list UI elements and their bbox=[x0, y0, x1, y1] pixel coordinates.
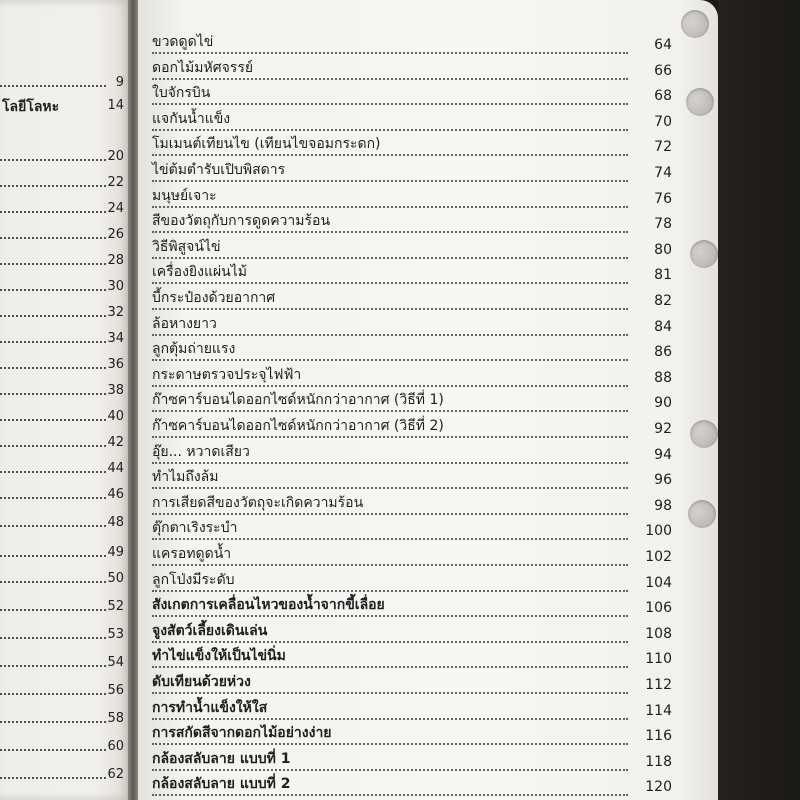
left-page-number: 42 bbox=[107, 435, 124, 450]
left-page-number: 56 bbox=[107, 683, 124, 698]
dot-leader bbox=[0, 525, 106, 527]
toc-entry-title: การทำน้ำแข็งให้ใส bbox=[152, 699, 268, 716]
toc-entry bbox=[152, 288, 672, 312]
toc-entry-page: 106 bbox=[645, 600, 672, 617]
toc-entry-title: ไข่ต้มตำรับเปิบพิสดาร bbox=[152, 162, 286, 178]
left-page-number: 28 bbox=[107, 253, 124, 268]
toc-entry bbox=[152, 83, 672, 107]
left-page-row bbox=[0, 378, 132, 400]
toc-entry bbox=[152, 262, 672, 286]
dot-leader bbox=[152, 52, 628, 54]
toc-entry-title: เครื่องยิงแผ่นไม้ bbox=[152, 264, 248, 281]
dot-leader bbox=[0, 289, 106, 291]
toc-entry bbox=[152, 339, 672, 363]
left-page-row bbox=[0, 196, 132, 218]
dot-leader bbox=[0, 609, 106, 611]
toc-entry bbox=[152, 467, 672, 491]
left-page-row bbox=[0, 222, 132, 244]
left-page-row bbox=[0, 93, 132, 115]
toc-entry bbox=[152, 186, 672, 210]
left-page-number: 24 bbox=[107, 201, 124, 216]
left-page-number: 36 bbox=[107, 357, 124, 372]
dot-leader bbox=[0, 237, 106, 239]
dot-leader bbox=[0, 367, 106, 369]
toc-entry-page: 102 bbox=[645, 549, 672, 565]
left-page-row bbox=[0, 510, 132, 532]
toc-entry-title: การเสียดสีของวัตถุจะเกิดความร้อน bbox=[152, 494, 364, 511]
left-page-heading: โลยีโลหะ bbox=[2, 99, 60, 115]
toc-entry-page: 114 bbox=[645, 702, 672, 719]
toc-entry-page: 76 bbox=[654, 190, 672, 207]
left-page-row bbox=[0, 456, 132, 478]
dot-leader bbox=[152, 103, 628, 105]
toc-entry-title: ทำไข่แข็งให้เป็นไข่นิ่ม bbox=[152, 648, 286, 665]
toc-entry-page: 81 bbox=[654, 267, 672, 284]
toc-entry bbox=[152, 211, 672, 235]
left-page-number: 26 bbox=[107, 227, 124, 242]
left-page-number: 22 bbox=[107, 175, 124, 190]
toc-entry-title: ดับเทียนด้วยห่วง bbox=[152, 674, 251, 690]
dot-leader bbox=[0, 497, 106, 499]
toc-entry-page: 94 bbox=[654, 446, 672, 463]
left-page-number: 34 bbox=[107, 331, 124, 346]
left-page-row bbox=[0, 594, 132, 616]
toc-entry bbox=[152, 595, 672, 619]
toc-entry-page: 92 bbox=[654, 421, 672, 437]
left-page-row bbox=[0, 248, 132, 270]
desk-background bbox=[718, 0, 800, 800]
toc-entry bbox=[152, 109, 672, 133]
toc-entry-page: 82 bbox=[654, 293, 672, 309]
dot-leader bbox=[152, 334, 628, 336]
left-page-row bbox=[0, 566, 132, 588]
toc-entry bbox=[152, 134, 672, 158]
left-page-row bbox=[0, 274, 132, 296]
toc-entry-title: จูงสัตว์เลี้ยงเดินเล่น bbox=[152, 622, 268, 639]
toc-entry-title: มนุษย์เจาะ bbox=[152, 187, 217, 204]
toc-entry-page: 108 bbox=[645, 625, 672, 642]
left-page-number: 44 bbox=[107, 461, 124, 476]
dot-leader bbox=[0, 341, 106, 343]
left-page-row bbox=[0, 70, 132, 92]
left-page-number: 50 bbox=[107, 571, 124, 586]
toc-entry-page: 118 bbox=[645, 753, 672, 770]
toc-entry-page: 86 bbox=[654, 344, 672, 361]
right-page bbox=[138, 0, 718, 800]
dot-leader bbox=[152, 206, 628, 208]
toc-entry bbox=[152, 723, 672, 747]
toc-entry bbox=[152, 774, 672, 798]
left-page-row bbox=[0, 352, 132, 374]
toc-entry-page: 112 bbox=[645, 677, 672, 693]
toc-entry-page: 116 bbox=[645, 728, 672, 745]
toc-entry bbox=[152, 544, 672, 568]
left-page-number: 48 bbox=[107, 515, 124, 530]
toc-entry-title: อุ๊ย... หวาดเสียว bbox=[152, 443, 250, 460]
left-page-row bbox=[0, 540, 132, 562]
dot-leader bbox=[0, 315, 106, 317]
toc-entry-page: 120 bbox=[645, 779, 672, 796]
toc-entry bbox=[152, 570, 672, 594]
left-page-number: 54 bbox=[107, 655, 124, 670]
toc-entry-title: ดอกไม้มหัศจรรย์ bbox=[152, 59, 254, 76]
toc-entry-page: 100 bbox=[645, 523, 672, 540]
left-page-row bbox=[0, 482, 132, 504]
dot-leader bbox=[0, 665, 106, 667]
left-page-row bbox=[0, 678, 132, 700]
page-edge-shadow bbox=[678, 0, 718, 800]
toc-entry-page: 88 bbox=[654, 369, 672, 386]
toc-entry-title: ใบจักรบิน bbox=[152, 85, 211, 102]
toc-entry-title: แครอทดูดน้ำ bbox=[152, 546, 232, 562]
dot-leader bbox=[0, 393, 106, 395]
left-page-row bbox=[0, 706, 132, 728]
toc-entry-title: ลูกโป่งมีระดับ bbox=[152, 571, 235, 588]
left-page-row bbox=[0, 144, 132, 166]
left-page-row bbox=[0, 170, 132, 192]
toc-entry-title: บี้กระป๋องด้วยอากาศ bbox=[152, 290, 276, 306]
toc-entry-page: 84 bbox=[654, 318, 672, 335]
toc-entry bbox=[152, 698, 672, 722]
toc-entry-title: แจกันน้ำแข็ง bbox=[152, 110, 231, 127]
left-page-number: 14 bbox=[107, 98, 124, 113]
dot-leader bbox=[0, 721, 106, 723]
dot-leader bbox=[0, 555, 106, 557]
left-page-number: 62 bbox=[107, 767, 124, 782]
toc-entry bbox=[152, 518, 672, 542]
left-page-number: 60 bbox=[107, 739, 124, 754]
left-page-number: 40 bbox=[107, 409, 124, 424]
left-page bbox=[0, 0, 132, 800]
left-page-row bbox=[0, 622, 132, 644]
toc-entry-title: กล้องสลับลาย แบบที่ 2 bbox=[152, 776, 291, 793]
toc-entry-page: 74 bbox=[654, 165, 672, 181]
dot-leader bbox=[152, 257, 628, 259]
toc-entry bbox=[152, 58, 672, 82]
toc-entry bbox=[152, 314, 672, 338]
toc-entry bbox=[152, 493, 672, 517]
toc-entry-page: 98 bbox=[654, 497, 672, 514]
dot-leader bbox=[0, 471, 106, 473]
left-page-number: 53 bbox=[107, 627, 124, 642]
toc-entry bbox=[152, 365, 672, 389]
left-page-row bbox=[0, 300, 132, 322]
left-page-number: 20 bbox=[107, 149, 124, 164]
toc-entry-page: 104 bbox=[645, 574, 672, 591]
toc-entry-title: สังเกตการเคลื่อนไหวของน้ำจากขี้เลื่อย bbox=[152, 597, 385, 614]
toc-entry-title: ตุ๊กตาเริงระบำ bbox=[152, 520, 238, 537]
toc-entry-title: ก๊าซคาร์บอนไดออกไซด์หนักกว่าอากาศ (วิธีที่ 1) bbox=[152, 392, 444, 409]
dot-leader bbox=[0, 445, 106, 447]
dot-leader bbox=[0, 185, 106, 187]
toc-entry-title: กระดาษตรวจประจุไฟฟ้า bbox=[152, 366, 302, 383]
dot-leader bbox=[0, 85, 106, 87]
left-page-number: 52 bbox=[107, 599, 124, 614]
left-page-row bbox=[0, 430, 132, 452]
toc-entry-title: โมเมนต์เทียนไข (เทียนไขจอมกระดก) bbox=[152, 136, 381, 153]
toc-entry-page: 66 bbox=[654, 62, 672, 79]
left-page-number: 32 bbox=[107, 305, 124, 320]
dot-leader bbox=[0, 693, 106, 695]
toc-entry-page: 68 bbox=[654, 88, 672, 105]
toc-entry bbox=[152, 237, 672, 261]
dot-leader bbox=[0, 419, 106, 421]
toc-entry-title: วิธีพิสูจน์ไข่ bbox=[152, 238, 221, 255]
left-page-number: 46 bbox=[107, 487, 124, 502]
left-page-number: 49 bbox=[107, 545, 124, 560]
left-page-row bbox=[0, 404, 132, 426]
toc-entry-title: ลูกตุ้มถ่ายแรง bbox=[152, 341, 236, 358]
toc-entry-title: กล้องสลับลาย แบบที่ 1 bbox=[152, 750, 291, 767]
toc-entry-page: 110 bbox=[645, 651, 672, 668]
toc-entry-page: 80 bbox=[654, 241, 672, 258]
toc-entry-page: 90 bbox=[654, 395, 672, 412]
toc-entry-page: 72 bbox=[654, 139, 672, 156]
toc-entry bbox=[152, 646, 672, 670]
dot-leader bbox=[0, 749, 106, 751]
toc-entry-page: 96 bbox=[654, 472, 672, 489]
toc-entry-title: ทำไมถึงล้ม bbox=[152, 469, 219, 486]
toc-entry-page: 78 bbox=[654, 216, 672, 233]
toc-entry bbox=[152, 442, 672, 466]
toc-entry bbox=[152, 672, 672, 696]
toc-entry bbox=[152, 749, 672, 773]
dot-leader bbox=[0, 159, 106, 161]
left-page-number: 30 bbox=[107, 279, 124, 294]
toc-entry bbox=[152, 160, 672, 184]
dot-leader bbox=[0, 263, 106, 265]
left-page-row bbox=[0, 734, 132, 756]
dot-leader bbox=[0, 637, 106, 639]
left-page-row bbox=[0, 762, 132, 784]
toc-entry bbox=[152, 32, 672, 56]
dot-leader bbox=[0, 581, 106, 583]
toc-entry bbox=[152, 416, 672, 440]
left-page-row bbox=[0, 326, 132, 348]
toc-entry-page: 64 bbox=[654, 37, 672, 53]
left-page-number: 58 bbox=[107, 711, 124, 726]
toc-entry-title: การสกัดสีจากดอกไม้อย่างง่าย bbox=[152, 725, 332, 742]
dot-leader bbox=[0, 211, 106, 213]
left-page-number: 38 bbox=[107, 383, 124, 398]
toc-entry-title: ล้อหางยาว bbox=[152, 315, 217, 332]
dot-leader bbox=[152, 487, 628, 489]
toc-entry-title: ขวดดูดไข่ bbox=[152, 34, 214, 50]
dot-leader bbox=[0, 777, 106, 779]
left-page-number: 9 bbox=[115, 75, 124, 90]
toc-entry-title: สีของวัตถุกับการดูดความร้อน bbox=[152, 213, 331, 230]
left-page-row bbox=[0, 650, 132, 672]
toc-entry bbox=[152, 621, 672, 645]
toc-entry-title: ก๊าซคาร์บอนไดออกไซด์หนักกว่าอากาศ (วิธีที่ 2) bbox=[152, 418, 444, 434]
toc-entry bbox=[152, 390, 672, 414]
toc-entry-page: 70 bbox=[654, 113, 672, 130]
